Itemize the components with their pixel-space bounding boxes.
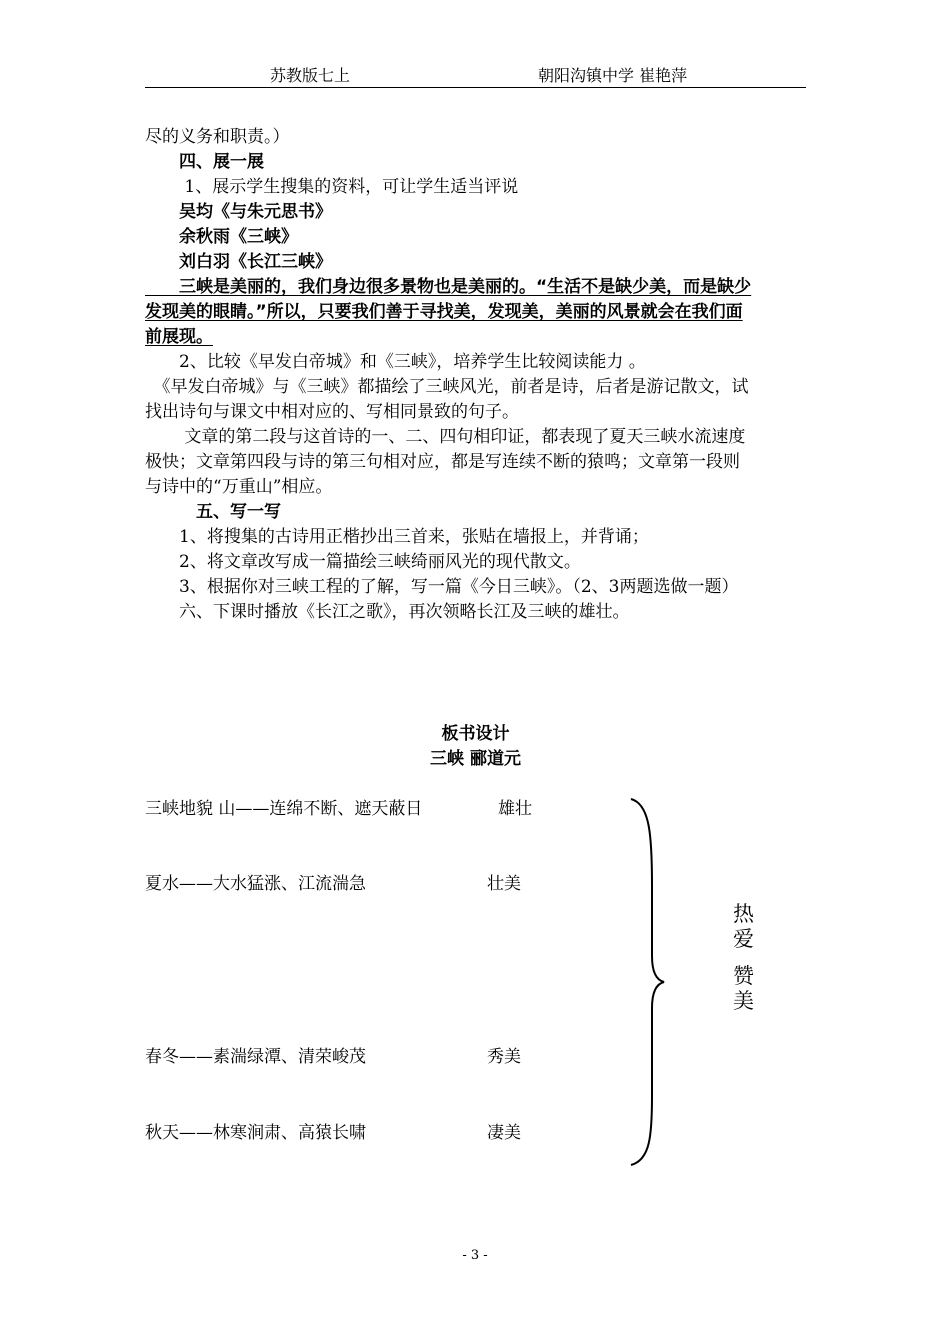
reference-item: 余秋雨《三峡》	[145, 227, 298, 247]
body-line: 六、下课时播放《长江之歌》，再次领略长江及三峡的雄壮。	[145, 602, 630, 622]
body-line: 2、将文章改写成一篇描绘三峡绮丽风光的现代散文。	[145, 552, 581, 572]
header-left: 苏教版七上	[270, 66, 351, 85]
emotion-char: 热	[733, 902, 754, 926]
emphasis-line: 前展现。	[145, 327, 213, 347]
body-line: 1、展示学生搜集的资料，可让学生适当评说	[145, 177, 519, 197]
emotion-char: 赞	[733, 964, 754, 988]
section-heading: 五、写一写	[145, 502, 281, 522]
body-line: 2、比较《早发白帝城》和《三峡》，培养学生比较阅读能力 。	[145, 352, 646, 372]
board-row-quality: 秀美	[487, 1047, 521, 1067]
reference-item: 刘白羽《长江三峡》	[145, 252, 332, 272]
board-row-item: 夏水——大水猛涨、江流湍急	[145, 874, 366, 894]
body-line: 3、根据你对三峡工程的了解，写一篇《今日三峡》。（2、3两题选做一题）	[145, 577, 739, 597]
emotion-char: 美	[733, 989, 754, 1013]
body-line: 极快；文章第四段与诗的第三句相对应，都是写连续不断的猿鸣；文章第一段则	[145, 452, 740, 472]
emphasis-line: 三峡是美丽的，我们身边很多景物也是美丽的。“生活不是缺少美，而是缺少	[145, 277, 752, 297]
board-row-item: 三峡地貌 山——连绵不断、遮天蔽日	[145, 799, 423, 819]
body-line: 1、将搜集的古诗用正楷抄出三首来，张贴在墙报上，并背诵；	[145, 527, 649, 547]
page-number: - 3 -	[462, 1248, 488, 1263]
board-row-quality: 雄壮	[498, 799, 532, 819]
board-row-quality: 壮美	[487, 874, 521, 894]
header-right: 朝阳沟镇中学 崔艳萍	[538, 66, 688, 85]
header-rule	[145, 87, 806, 88]
body-line: 尽的义务和职责。）	[145, 127, 290, 147]
board-subtitle: 三峡 郦道元	[430, 749, 521, 769]
emphasis-line: 发现美的眼睛。”所以，只要我们善于寻找美，发现美，美丽的风景就会在我们面	[145, 302, 743, 322]
reference-item: 吴均《与朱元思书》	[145, 202, 332, 222]
board-row-quality: 凄美	[487, 1123, 521, 1143]
board-title: 板书设计	[441, 724, 510, 744]
board-row-item: 秋天——林寒涧肃、高猿长啸	[145, 1123, 366, 1143]
body-line: 《早发白帝城》与《三峡》都描绘了三峡风光，前者是诗，后者是游记散文，试	[145, 377, 749, 397]
right-brace-icon	[628, 796, 668, 1168]
body-line: 与诗中的“万重山”相应。	[145, 477, 333, 497]
section-heading: 四、展一展	[145, 152, 264, 172]
emotion-char: 爱	[733, 927, 754, 951]
board-row-item: 春冬——素湍绿潭、清荣峻茂	[145, 1047, 366, 1067]
body-line: 文章的第二段与这首诗的一、二、四句相印证，都表现了夏天三峡水流速度	[145, 427, 746, 447]
body-line: 找出诗句与课文中相对应的、写相同景致的句子。	[145, 402, 519, 422]
